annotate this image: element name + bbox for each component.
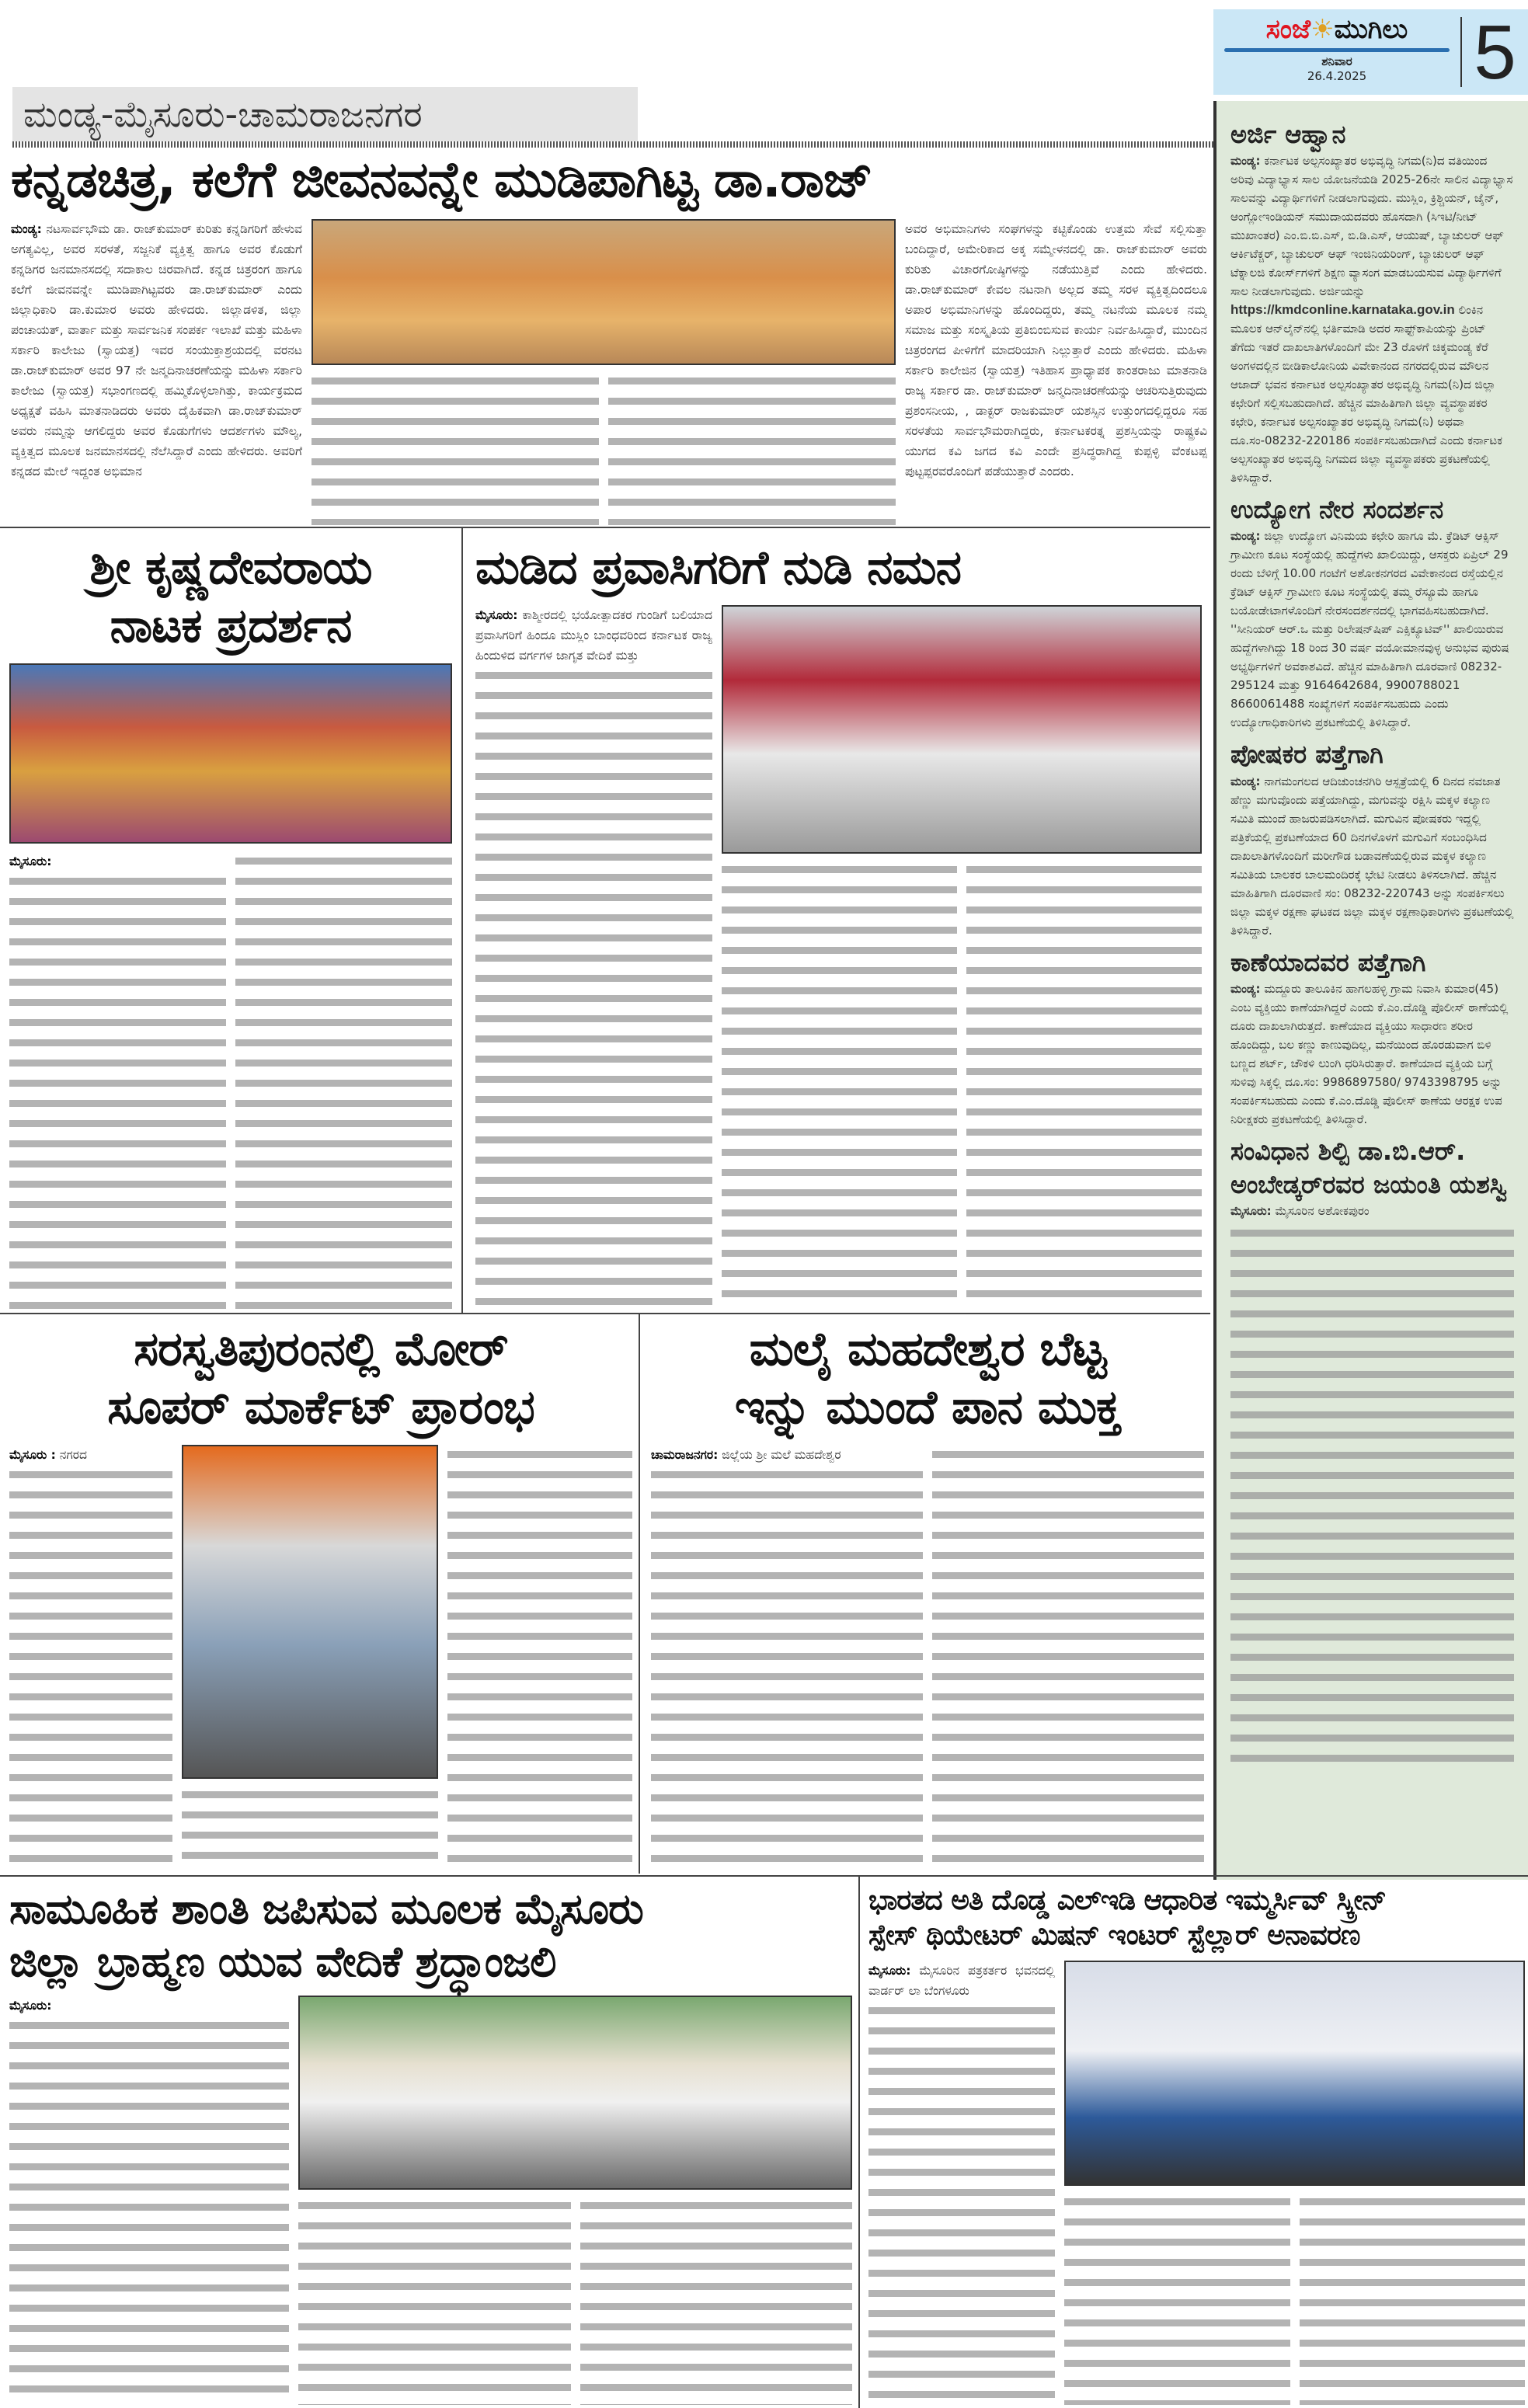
headline-line: ಸೂಪರ್ ಮಾರ್ಕೆಟ್ ಪ್ರಾರಂಭ <box>107 1380 534 1435</box>
article-brahmin-subcolumns <box>298 2196 852 2405</box>
article-more-col1 <box>9 1445 172 1870</box>
article-krishnadevaraya <box>9 539 452 1310</box>
text: ಜಿಲ್ಲಾ ಉದ್ಯೋಗ ವಿನಿಮಯ ಕಛೇರಿ ಹಾಗೂ ಮೆ. ಕ್ರೆಡಿಟ್ ಆಕ್ಸಿಸ್ ಗ್ರಾಮೀಣ ಕೂಟ ಸಂಸ್ಥೆಯಲ್ಲಿ ಹುದ್ದೆಗಳು ಖಾಲಿಯಿದ್ದು, ಆಸಕ್ತರು ಏಪ್ರಿಲ್ 29 ರಂದು ಬೆಳಿಗ್ಗೆ 10.00 ಗಂಟೆಗೆ ಅಶೋಕನಗರದ ವಿವೇಕಾನಂದ ರಸ್ತೆಯಲ್ಲಿನ ಕ್ರೆಡಿಟ್ ಆಕ್ಸಿಸ್ ಗ್ರಾಮೀಣ ಕೂಟ ಸಂಸ್ಥೆಯಲ್ಲಿ ತಮ್ಮ ರೆಸ್ಯೂಮೆ ಹಾಗೂ ಬಯೋಡೇಟಾಗಳೊಂದಿಗೆ ನೇರಸಂದರ್ಶನದಲ್ಲಿ ಭಾಗವಹಿಸಬಹುದಾಗಿದೆ. ''ಸೀನಿಯರ್ ಆರ್.ಒ ಮತ್ತು ರಿಲೇಷನ್‌ಷಿಪ್ ಎಕ್ಸಿಕ್ಯೂಟಿವ್'' ಖಾಲಿಯಿರುವ ಹುದ್ದೆಗಳಾಗಿದ್ದು 18 ರಿಂದ 30 ವರ್ಷ ವಯೋಮಾನವುಳ್ಳ ಅನುಭವ ಪುರುಷ ಅಭ್ಯರ್ಥಿಗಳಿಗೆ ಅವಕಾಶವಿದೆ. ಹೆಚ್ಚಿನ ಮಾಹಿತಿಗಾಗಿ ದೂರವಾಣಿ 08232-295124 ಮತ್ತು 9164642684, 9900788021 8660061488 ಸಂಖ್ಯೆಗಳಿಗೆ ಸಂಪರ್ಕಿಸಬಹುದು ಎಂದು ಉದ್ಯೋಗಾಧಿಕಾರಿಗಳು ಪ್ರಕಟಣೆಯಲ್ಲಿ ತಿಳಿಸಿದ್ದಾರೆ. <box>1230 529 1509 730</box>
article-more-supermarket <box>9 1321 632 1870</box>
article-text: ಕಾಶ್ಮೀರದಲ್ಲಿ ಭಯೋತ್ಪಾದಕರ ಗುಂಡಿಗೆ ಬಲಿಯಾದ ಪ್ರವಾಸಿಗರಿಗೆ ಹಿಂದೂ ಮುಸ್ಲಿಂ ಬಾಂಧವರಿಂದ ಕರ್ನಾಟಕ ರಾಜ್ಯ ಹಿಂದುಳಿದ ವರ್ಗಗಳ ಜಾಗೃತ ವೇದಿಕೆ ಮತ್ತು <box>475 608 712 663</box>
notice-title: ಸಂವಿಧಾನ ಶಿಲ್ಪಿ ಡಾ.ಬಿ.ಆರ್. ಅಂಬೇಡ್ಕರ್‌ರವರ ಜಯಂತಿ ಯಶಸ್ವಿ <box>1230 1136 1508 1199</box>
article-krishnadevaraya-columns <box>9 851 452 1310</box>
article-text: ಮೈಸೂರಿನ ಪತ್ರಕರ್ತರ ಭವನದಲ್ಲಿ ವಾರ್ಡರ್ ಲಾ ಬೆಂಗಳೂರು <box>868 1964 1055 1998</box>
article-lead <box>475 605 712 666</box>
headline-line: ಭಾರತದ ಅತಿ ದೊಡ್ಡ ಎಲ್‌ಇಡಿ ಆಧಾರಿತ ಇಮ್ಮರ್ಸಿವ್ ಸ್ಕ್ರೀನ್ <box>868 1884 1387 1916</box>
article-tribute-col3 <box>966 860 1202 1310</box>
article-theatre-col3 <box>1300 2192 1526 2405</box>
sun-icon: ☀ <box>1310 14 1335 45</box>
notice-text <box>1230 772 1514 940</box>
headline-line: ಜಿಲ್ಲಾ ಬ್ರಾಹ್ಮಣ ಯುವ ವೇದಿಕೆ ಶ್ರದ್ಧಾಂಜಲಿ <box>9 1936 556 1986</box>
article-brahmin-col3 <box>580 2196 853 2405</box>
notice-title: ಕಾಣೆಯಾದವರ ಪತ್ತೆಗಾಗಿ <box>1230 947 1426 977</box>
dateline: ಮಂಡ್ಯ: <box>1230 154 1261 169</box>
headline-tribute: ಮಡಿದ ಪ್ರವಾಸಿಗರಿಗೆ ನುಡಿ ನಮನ <box>475 541 961 595</box>
photo-store-opening <box>182 1445 438 1779</box>
dateline: ಮೈಸೂರು: <box>475 608 518 622</box>
dateline: ಮಂಡ್ಯ: <box>1230 529 1261 544</box>
headline-line: ಸಾಮೂಹಿಕ ಶಾಂತಿ ಜಪಿಸುವ ಮೂಲಕ ಮೈಸೂರು <box>9 1884 643 1933</box>
text-lines <box>9 1465 172 1870</box>
article-theatre-col2 <box>1064 2192 1290 2405</box>
headline-rajkumar: ಕನ್ನಡಚಿತ್ರ, ಕಲೆಗೆ ಜೀವನವನ್ನೇ ಮುಡಿಪಾಗಿಟ್ಟ ಡಾ.ರಾಜ್ <box>11 151 872 209</box>
logo-part-black: ಮುಗಿಲು <box>1334 14 1408 45</box>
article-lead <box>868 1961 1055 2001</box>
headline-krishnadevaraya <box>9 539 452 656</box>
article-krishnadevaraya-col2 <box>235 851 452 1310</box>
dateline: ಮೈಸೂರು: <box>1230 1204 1272 1219</box>
article-theatre-col1 <box>868 1961 1055 2405</box>
notice-text <box>1230 527 1514 732</box>
headline-line: ನಾಟಕ ಪ್ರದರ್ಶನ <box>110 599 352 653</box>
article-text: ನಗರದ <box>59 1448 87 1462</box>
text: ಮೈಸೂರಿನ ಅಶೋಕಪುರಂ <box>1275 1204 1370 1219</box>
article-brahmin-columns <box>9 1996 852 2405</box>
article-text: ನಟಸಾರ್ವಭೌಮ ಡಾ. ರಾಜ್‌ಕುಮಾರ್ ಕುರಿತು ಕನ್ನಡಿಗರಿಗೆ ಹೇಳುವ ಅಗತ್ಯವಿಲ್ಲ, ಅವರ ಸರಳತೆ, ಸಜ್ಜನಿಕೆ ವ್ಯಕ್ತಿತ್ವ ಹಾಗೂ ಅವರ ಕೊಡುಗೆ ಕನ್ನಡಿಗರ ಜನಮಾನಸದಲ್ಲಿ ಸದಾಕಾಲ ಚಿರವಾಗಿದೆ. ಕನ್ನಡ ಚಿತ್ರರಂಗ ಹಾಗೂ ಕಲೆಗೆ ಜೀವನವನ್ನೇ ಮುಡಿಪಾಗಿಟ್ಟವರು ಡಾ.ರಾಜ್‌ಕುಮಾರ್ ಎಂದು ಜಿಲ್ಲಾಧಿಕಾರಿ ಡಾ.ಕುಮಾರ ಅವರು ಹೇಳಿದರು. ಜಿಲ್ಲಾಡಳಿತ, ಜಿಲ್ಲಾ ಪಂಚಾಯತ್, ವಾರ್ತಾ ಮತ್ತು ಸಾರ್ವಜನಿಕ ಸಂಪರ್ಕ ಇಲಾಖೆ ಮತ್ತು ಮಹಿಳಾ ಸರ್ಕಾರಿ ಕಾಲೇಜು (ಸ್ವಾಯತ್ತ) ಇವರ ಸಂಯುಕ್ತಾಶ್ರಯದಲ್ಲಿ ವರನಟ ಡಾ.ರಾಜ್‌ಕುಮಾರ್ ಅವರ 97 ನೇ ಜನ್ಮದಿನಾಚರಣೆಯನ್ನು ಮಹಿಳಾ ಸರ್ಕಾರಿ ಕಾಲೇಜು (ಸ್ವಾಯತ್ತ) ಸಭಾಂಗಣದಲ್ಲಿ ಹಮ್ಮಿಕೊಳ್ಳಲಾಗಿತ್ತು, ಕಾರ್ಯಕ್ರಮದ ಅಧ್ಯಕ್ಷತೆ ವಹಿಸಿ ಮಾತನಾಡಿದರು ಅವರು ದೈಹಿಕವಾಗಿ ಡಾ.ರಾಜ್‌ಕುಮಾರ್ ಅವರು ನಮ್ಮನ್ನು ಆಗಲಿದ್ದರು ಅವರ ಕೊಡುಗೆಗಳು ಆದರ್ಶಗಳು ಮೌಲ್ಯ, ವ್ಯಕ್ತಿತ್ವದ ಮೂಲಕ ಜನಮಾನಸದಲ್ಲಿ ನೆಲೆಸಿದ್ದಾರೆ ಎಂದು ಹೇಳಿದರು. ಅವರಿಗೆ ಕನ್ನಡದ ಮೇಲೆ ಇದ್ದಂತ ಅಭಿಮಾನ <box>11 222 302 478</box>
article-tribute-col2 <box>722 860 957 1310</box>
divider <box>858 1877 860 2408</box>
article-rajkumar-subcolumns <box>312 371 896 525</box>
logo-part-red: ಸಂಜೆ <box>1265 14 1311 45</box>
divider <box>0 1875 1528 1877</box>
article-tribute <box>475 539 1202 1310</box>
article-text: ಜಿಲ್ಲೆಯ ಶ್ರೀ ಮಲೆ ಮಹದೇಶ್ವರ <box>722 1448 841 1462</box>
divider <box>461 528 463 1313</box>
dateline: ಚಾಮರಾಜನಗರ: <box>651 1448 719 1462</box>
article-theatre-right <box>1064 1961 1525 2405</box>
logo-block <box>1213 9 1460 95</box>
text-lines <box>9 872 226 1310</box>
divider <box>639 1314 640 1874</box>
notice-text <box>1230 980 1514 1129</box>
article-tribute-columns <box>475 605 1202 1310</box>
section-title: ಮಂಡ್ಯ-ಮೈಸೂರು-ಚಾಮರಾಜನಗರ <box>12 87 638 141</box>
headline-mm-hills <box>651 1321 1204 1437</box>
newspaper-logo <box>1266 12 1408 47</box>
notice-text-continued <box>1230 1223 1514 1767</box>
article-brahmin-right <box>298 1996 852 2405</box>
headline-more-supermarket <box>9 1321 632 1437</box>
article-rajkumar-columns <box>11 219 1207 525</box>
logo-underline <box>1224 48 1450 52</box>
notice-title: ಉದ್ಯೋಗ ನೇರ ಸಂದರ್ಶನ <box>1230 495 1444 525</box>
divider <box>0 1313 1210 1314</box>
headline-line: ಸ್ಪೇಸ್ ಥಿಯೇಟರ್ ಮಿಷನ್ ಇಂಟರ್ ಸ್ಟೆಲ್ಲಾರ್ ಅನಾವರಣ <box>868 1919 1360 1951</box>
article-rajkumar-middle <box>312 219 896 525</box>
headline-line: ಸರಸ್ವತಿಪುರಂನಲ್ಲಿ ಮೋರ್ <box>134 1322 508 1376</box>
dateline: ಮೈಸೂರು : <box>9 1448 56 1462</box>
dateline: ಮೈಸೂರು: <box>868 1964 911 1978</box>
article-brahmin-col1 <box>9 1996 289 2405</box>
issue-date: 26.4.2025 <box>1307 69 1367 83</box>
article-theatre-subcolumns <box>1064 2192 1525 2405</box>
headline-brahmin-forum <box>9 1883 852 1988</box>
dateline: ಮಂಡ್ಯ: <box>1230 774 1261 788</box>
article-brahmin-col2 <box>298 2196 571 2405</box>
text-lines <box>9 2016 289 2405</box>
notice-text <box>1230 1202 1514 1220</box>
article-mm-hills-columns <box>651 1445 1204 1870</box>
article-tribute-subcolumns <box>722 860 1202 1310</box>
notice-link[interactable]: https://kmdconline.karnataka.gov.in <box>1230 302 1455 318</box>
article-krishnadevaraya-col1 <box>9 851 226 1310</box>
headline-line: ಇನ್ನು ಮುಂದೆ ಪಾನ ಮುಕ್ತ <box>734 1380 1121 1435</box>
article-more-col2 <box>447 1445 632 1870</box>
notice-text <box>1230 151 1514 487</box>
article-more-columns <box>9 1445 632 1870</box>
notice-title: ಪೋಷಕರ ಪತ್ತೆಗಾಗಿ <box>1230 739 1384 770</box>
article-tribute-right <box>722 605 1202 1310</box>
text-lines <box>868 2001 1055 2405</box>
text: ಮದ್ದೂರು ತಾಲೂಕಿನ ಹಾಗಲಹಳ್ಳಿ ಗ್ರಾಮ ನಿವಾಸಿ ಕುಮಾರ(45) ಎಂಬ ವ್ಯಕ್ತಿಯು ಕಾಣೆಯಾಗಿದ್ದರೆ ಎಂದು ಕೆ.ಎಂ.ದೊಡ್ಡಿ ಪೊಲೀಸ್ ಠಾಣೆಯಲ್ಲಿ ದೂರು ದಾಖಲಾಗಿರುತ್ತದೆ. ಕಾಣೆಯಾದ ವ್ಯಕ್ತಿಯು ಸಾಧಾರಣ ಶರೀರ ಹೊಂದಿದ್ದು, ಬಲ ಕಣ್ಣು ಕಾಣುವುದಿಲ್ಲ, ಮನೆಯಿಂದ ಹೊರಡುವಾಗ ಬಿಳಿ ಬಣ್ಣದ ಶರ್ಟ್, ಚೌಕಳಿ ಲುಂಗಿ ಧರಿಸಿರುತ್ತಾರೆ. ಕಾಣೆಯಾದ ವ್ಯಕ್ತಿಯ ಬಗ್ಗೆ ಸುಳಿವು ಸಿಕ್ಕಲ್ಲಿ ದೂ.ಸಂ: 9986897580/ 9743398795 ಅನ್ನು ಸಂಪರ್ಕಿಸಬಹುದು ಎಂದು ಕೆ.ಎಂ.ದೊಡ್ಡಿ ಪೊಲೀಸ್ ಠಾಣೆಯ ಆರಕ್ಷಕ ಉಪ ನಿರೀಕ್ಷಕರು ಪ್ರಕಟಣೆಯಲ್ಲಿ ತಿಳಿಸಿದ್ದಾರೆ. <box>1230 981 1509 1126</box>
dateline: ಮೈಸೂರು: <box>9 1999 52 2013</box>
article-theatre-columns <box>868 1961 1525 2405</box>
article-lead <box>9 1445 172 1465</box>
text: ಲಿಂಕಿನ ಮೂಲಕ ಆನ್‌ಲೈನ್‌ನಲ್ಲಿ ಭರ್ತಿಮಾಡಿ ಅದರ ಸಾಫ್ಟ್‌ಕಾಪಿಯನ್ನು ಪ್ರಿಂಟ್ ತೆಗೆದು ಇತರೆ ದಾಖಲಾತಿಗಳೊಂದಿಗೆ ಮೇ 23 ರೊಳಗೆ ಚಿಕ್ಕಮಂಡ್ಯ ಕೆರೆ ಅಂಗಳದಲ್ಲಿನ ಬೀಡಿಕಾಲೋನಿಯ ವಿವೇಕಾನಂದ ನಗರದಲ್ಲಿರುವ ಮೌಲನ ಆಜಾದ್ ಭವನ ಕರ್ನಾಟಕ ಅಲ್ಪಸಂಖ್ಯಾತರ ಅಭಿವೃದ್ಧಿ ನಿಗಮ(ನಿ)ದ ಜಿಲ್ಲಾ ಕಛೇರಿಗೆ ಸಲ್ಲಿಸಬಹುದಾಗಿದೆ. ಹೆಚ್ಚಿನ ಮಾಹಿತಿಗಾಗಿ ಜಿಲ್ಲಾ ವ್ಯವಸ್ಥಾಪಕರ ಕಛೇರಿ, ಕರ್ನಾಟಕ ಅಲ್ಪಸಂಖ್ಯಾತರ ಅಭಿವೃದ್ಧಿ ನಿಗಮ(ನಿ) ಅಥವಾ ದೂ.ಸಂ-08232-220186 ಸಂಪರ್ಕಿಸಬಹುದಾಗಿದೆ ಎಂದು ಕರ್ನಾಟಕ ಅಲ್ಪಸಂಖ್ಯಾತರ ಅಭಿವೃದ್ಧಿ ನಿಗಮದ ಜಿಲ್ಲಾ ವ್ಯವಸ್ಥಾಪಕರು ಪ್ರಕಟಣೆಯಲ್ಲಿ ತಿಳಿಸಿದ್ದಾರೆ. <box>1230 303 1502 485</box>
text-lines <box>651 1465 923 1870</box>
article-more-col3 <box>182 1785 438 1870</box>
headline-space-theatre <box>868 1883 1525 1953</box>
article-rajkumar-col2 <box>312 371 599 525</box>
text: ನಾಗಮಂಗಲದ ಆದಿಚುಂಚನಗಿರಿ ಆಸ್ಪತ್ರೆಯಲ್ಲಿ 6 ದಿನದ ನವಜಾತ ಹೆಣ್ಣು ಮಗುವೊಂದು ಪತ್ತೆಯಾಗಿದ್ದು, ಮಗುವನ್ನು ರಕ್ಷಿಸಿ ಮಕ್ಕಳ ಕಲ್ಯಾಣ ಸಮಿತಿ ಮುಂದೆ ಹಾಜರುಪಡಿಸಲಾಗಿದೆ. ಮಗುವಿನ ಪೋಷಕರು ಇದ್ದಲ್ಲಿ ಪತ್ರಿಕೆಯಲ್ಲಿ ಪ್ರಕಟಣೆಯಾದ 60 ದಿನಗಳೊಳಗೆ ಮಗುವಿಗೆ ಸಂಬಂಧಿಸಿದ ದಾಖಲಾತಿಗಳೊಂದಿಗೆ ಮರೀಗೌಡ ಬಡಾವಣೆಯಲ್ಲಿರುವ ಮಕ್ಕಳ ಕಲ್ಯಾಣ ಸಮಿತಿಯ ಬಾಲಕರ ಬಾಲಮಂದಿರಕ್ಕೆ ಭೇಟಿ ನೀಡಲು ತಿಳಿಸಲಾಗಿದೆ. ಹೆಚ್ಚಿನ ಮಾಹಿತಿಗಾಗಿ ದೂರವಾಣಿ ಸಂ: 08232-220743 ಅನ್ನು ಸಂಪರ್ಕಿಸಲು ಜಿಲ್ಲಾ ಮಕ್ಕಳ ರಕ್ಷಣಾ ಘಟಕದ ಜಿಲ್ಲಾ ಮಕ್ಕಳ ರಕ್ಷಣಾಧಿಕಾರಿಗಳು ಪ್ರಕಟಣೆಯಲ್ಲಿ ತಿಳಿಸಿದ್ದಾರೆ. <box>1230 774 1514 938</box>
article-lead <box>651 1445 923 1465</box>
article-rajkumar-col4: ಅವರ ಅಭಿಮಾನಿಗಳು ಸಂಘಗಳನ್ನು ಕಟ್ಟಿಕೊಂಡು ಉತ್ತಮ ಸೇವೆ ಸಲ್ಲಿಸುತ್ತಾ ಬಂದಿದ್ದಾರೆ, ಅಮೇರಿಕಾದ ಅಕ್ಕ ಸಮ್ಮೇಳನದಲ್ಲಿ ಡಾ. ರಾಜ್‌ಕುಮಾರ್ ಅವರು ಕುರಿತು ವಿಚಾರಗೋಷ್ಠಿಗಳನ್ನು ನಡೆಯುತ್ತಿವೆ ಎಂದು ಹೇಳಿದರು. ಡಾ.ರಾಜ್‌ಕುಮಾರ್ ಕೇವಲ ನಟನಾಗಿ ಅಲ್ಲದ ತಮ್ಮ ಸರಳ ವ್ಯಕ್ತಿತ್ವದಿಂದಲೂ ಅಪಾರ ಅಭಿಮಾನಿಗಳನ್ನು ಹೊಂದಿದ್ದರು, ತಮ್ಮ ನಟನೆಯ ಮೂಲಕ ನಮ್ಮ ಸಮಾಜ ಮತ್ತು ಸಂಸ್ಕೃತಿಯ ಪ್ರತಿಬಿಂಬಿಸುವ ಕಾರ್ಯ ನಿರ್ವಹಿಸಿದ್ದಾರೆ, ಮುಂದಿನ ಚಿತ್ರರಂಗದ ಪೀಳಿಗೆಗೆ ಮಾದರಿಯಾಗಿ ನಿಲ್ಲುತ್ತಾರೆ ಎಂದು ಹೇಳಿದರು. ಮಹಿಳಾ ಸರ್ಕಾರಿ ಕಾಲೇಜಿನ (ಸ್ವಾಯತ್ತ) ಇತಿಹಾಸ ಪ್ರಾಧ್ಯಾಪಕ ಕಾಂತರಾಜು ಮಾತನಾಡಿ ರಾಜ್ಯ ಸರ್ಕಾರ ಡಾ. ರಾಜ್‌ಕುಮಾರ್ ಜನ್ಮದಿನಾಚರಣೆಯನ್ನು ಆಚರಿಸುತ್ತಿರುವುದು ಪ್ರಶಂಸನೀಯ, , ಡಾಕ್ಟರ್ ರಾಜಕುಮಾರ್ ಯಶಸ್ಸಿನ ಉತ್ತುಂಗದಲ್ಲಿದ್ದರೂ ಸಹ ಸರಳತೆಯ ಸಾರ್ವಭೌಮರಾಗಿದ್ದರು, ಕರ್ನಾಟಕರತ್ನ ಪ್ರಶಸ್ತಿಯನ್ನು ರಾಷ್ಟ್ರಕವಿ ಯುಗದ ಕವಿ ಜಗದ ಕವಿ ಎಂದೇ ಪ್ರಸಿದ್ಧರಾಗಿದ್ದ ಕುಪ್ಪಳ್ಳಿ ವೆಂಕಟಪ್ಪ ಪುಟ್ಟಪ್ಪರವರೊಂದಿಗೆ ಪಡೆಯುತ್ತಾರೆ ಎಂದರು. <box>905 222 1207 478</box>
masthead-logo-box <box>1213 9 1528 95</box>
photo-prayer-meeting <box>298 1996 852 2190</box>
dateline: ಮೈಸೂರು: <box>9 854 52 868</box>
article-brahmin-forum <box>9 1883 852 2405</box>
article-mm-hills-col1 <box>651 1445 923 1870</box>
photo-press-meet <box>1064 1961 1525 2186</box>
article-space-theatre <box>868 1883 1525 2405</box>
headline-line: ಶ್ರೀ ಕೃಷ್ಣದೇವರಾಯ <box>89 541 372 595</box>
notice-title: ಅರ್ಜಿ ಆಹ್ವಾನ <box>1230 120 1346 149</box>
article-rajkumar-col3 <box>608 371 896 525</box>
headline-line: ಮಲೈ ಮಹದೇಶ್ವರ ಬೆಟ್ಟ <box>749 1322 1106 1376</box>
article-rajkumar <box>11 149 1207 525</box>
article-more-middle <box>182 1445 438 1870</box>
issue-day: ಶನಿವಾರ <box>1321 54 1352 68</box>
article-rajkumar-col1 <box>11 219 302 525</box>
photo-rajkumar-event <box>312 219 896 365</box>
page-number: 5 <box>1474 9 1516 95</box>
sidebar-notices <box>1213 101 1528 1880</box>
dateline: ಮಂಡ್ಯ: <box>11 222 42 236</box>
dateline: ಮಂಡ್ಯ: <box>1230 981 1261 996</box>
article-mm-hills-col2 <box>932 1445 1204 1870</box>
text-lines <box>475 666 712 1310</box>
article-tribute-col1 <box>475 605 712 1310</box>
photo-drama-troupe <box>9 663 452 844</box>
article-mm-hills <box>651 1321 1204 1870</box>
photo-tribute-gathering <box>722 605 1202 854</box>
divider <box>0 527 1210 528</box>
text: ಕರ್ನಾಟಕ ಅಲ್ಪಸಂಖ್ಯಾತರ ಅಭಿವೃದ್ಧಿ ನಿಗಮ(ನಿ)ದ ವತಿಯಿಂದ ಅರಿವು ವಿದ್ಯಾಭ್ಯಾಸ ಸಾಲ ಯೋಜನೆಯಡಿ 2025-26ನೇ ಸಾಲಿನ ವಿದ್ಯಾಭ್ಯಾಸ ಸಾಲವನ್ನು ವಿದ್ಯಾರ್ಥಿಗಳಿಗೆ ನೀಡಲಾಗುವುದು. ಮುಸ್ಲಿಂ, ಕ್ರಿಶ್ಚಿಯನ್, ಜೈನ್, ಆಂಗ್ಲೋಇಂಡಿಯನ್ ಸಮುದಾಯದವರು ಹೊಸದಾಗಿ (ಸಿಇಟಿ/ನೀಟ್ ಮುಖಾಂತರ) ಎಂ.ಬಿ.ಬಿ.ಎಸ್, ಬಿ.ಡಿ.ಎಸ್, ಆಯುಷ್, ಬ್ಯಾಚುಲರ್ ಆಫ್ ಆರ್ಕಿಟೆಕ್ಚರ್, ಬ್ಯಾಚುಲರ್ ಆಫ್ ಇಂಜಿನಿಯರಿಂಗ್, ಬ್ಯಾಚುಲರ್ ಆಫ್ ಟೆಕ್ನಾಲಜಿ ಕೋರ್ಸ್‌ಗಳಿಗೆ ಶಿಕ್ಷಣ ವ್ಯಾಸಂಗ ಮಾಡಬಯಸುವ ವಿದ್ಯಾರ್ಥಿಗಳಿಗೆ ಸಾಲ ನೀಡಲಾಗುವುದು. ಅರ್ಜಿಯನ್ನು <box>1230 154 1513 299</box>
